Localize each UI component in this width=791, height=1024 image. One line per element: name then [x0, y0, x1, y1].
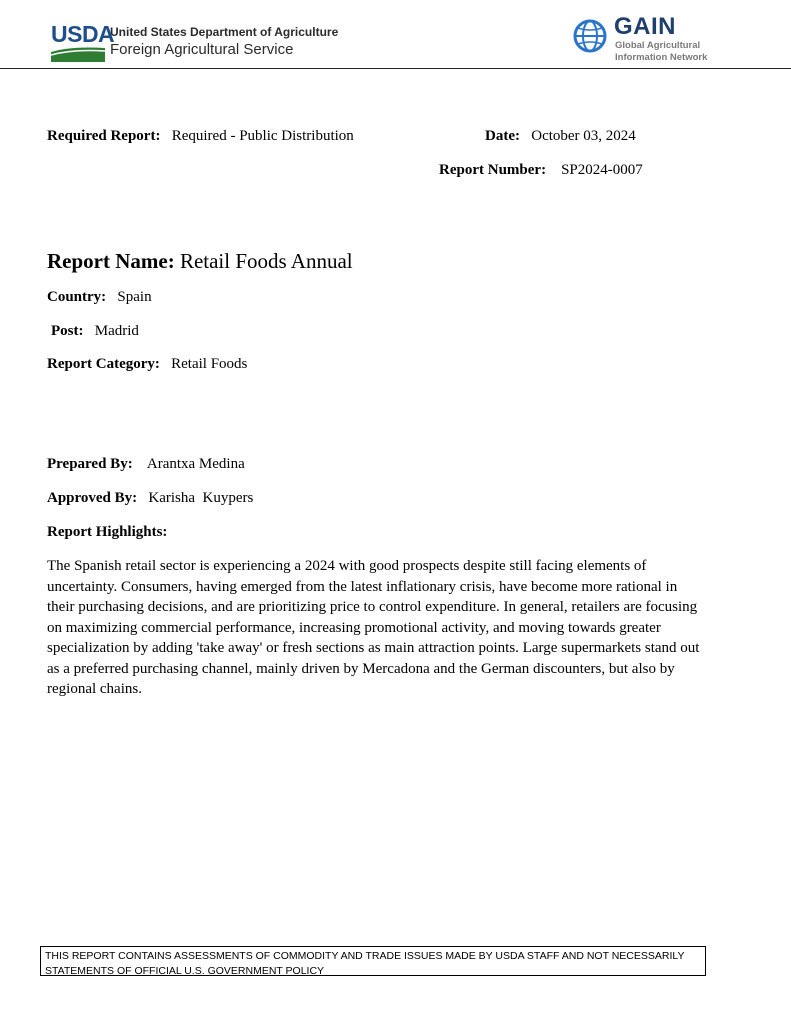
usda-logo-text: USDA: [51, 21, 115, 47]
post-value: Madrid: [94, 323, 139, 339]
report-name-label: Report Name:: [47, 249, 175, 273]
required-report-value: Required - Public Distribution: [171, 128, 354, 144]
required-report-label: Required Report:: [47, 128, 161, 144]
post-row: [51, 323, 139, 340]
country-row: [47, 289, 152, 306]
date-label: Date:: [485, 128, 520, 144]
usda-logo-field-icon: [51, 46, 105, 62]
approved-by-row: [47, 490, 253, 507]
gain-subtitle-line2: Information Network: [615, 52, 708, 63]
gain-subtitle-line1: Global Agricultural: [615, 40, 701, 51]
report-number-row: [439, 162, 643, 179]
footer-disclaimer: THIS REPORT CONTAINS ASSESSMENTS OF COMMODITY AND TRADE ISSUES MADE BY USDA STAFF AND NOT NECESSARILY STATEMENTS OF OFFICIAL U.S. GOVERNMENT POLICY: [40, 946, 706, 976]
report-number-value: SP2024-0007: [561, 162, 643, 178]
report-category-value: Retail Foods: [171, 356, 248, 372]
prepared-by-label: Prepared By:: [47, 456, 133, 472]
report-name-value: Retail Foods Annual: [179, 249, 353, 273]
report-highlights-heading: Report Highlights:: [47, 524, 168, 540]
approved-by-label: Approved By:: [47, 490, 138, 506]
prepared-by-value: Arantxa Medina: [146, 456, 245, 472]
post-label: Post:: [51, 323, 84, 339]
report-category-label: Report Category:: [47, 356, 160, 372]
report-name-row: [47, 249, 353, 273]
header-divider: [0, 68, 791, 69]
service-name: Foreign Agricultural Service: [110, 41, 294, 58]
date-row: [485, 128, 636, 145]
approved-by-value: Karisha Kuypers: [148, 490, 254, 506]
required-report-row: [47, 128, 354, 145]
date-value: October 03, 2024: [531, 128, 636, 144]
gain-title: GAIN: [614, 13, 676, 40]
usda-logo: [51, 21, 115, 62]
globe-icon: [572, 18, 608, 54]
country-label: Country:: [47, 289, 107, 305]
prepared-by-row: [47, 456, 245, 473]
country-value: Spain: [117, 289, 152, 305]
report-highlights-text: The Spanish retail sector is experiencing a 2024 with good prospects despite still facing elements of uncertainty. Consumers, having emerged from the latest inflationary crisis, have become more rational in their purchasing decisions, and are prioritizing price to control expenditure. In general, retailers are focusing on maximizing commercial performance, increasing promotional activity, and moving towards greater specialization by adding 'take away' or fresh sections as main attraction points. Large supermarkets stand out as a preferred purchasing channel, mainly driven by Mercadona and the German discounters, but also by regional chains.: [47, 558, 700, 697]
report-category-row: [47, 356, 247, 373]
report-number-label: Report Number:: [439, 162, 547, 178]
department-name: United States Department of Agriculture: [110, 25, 339, 39]
